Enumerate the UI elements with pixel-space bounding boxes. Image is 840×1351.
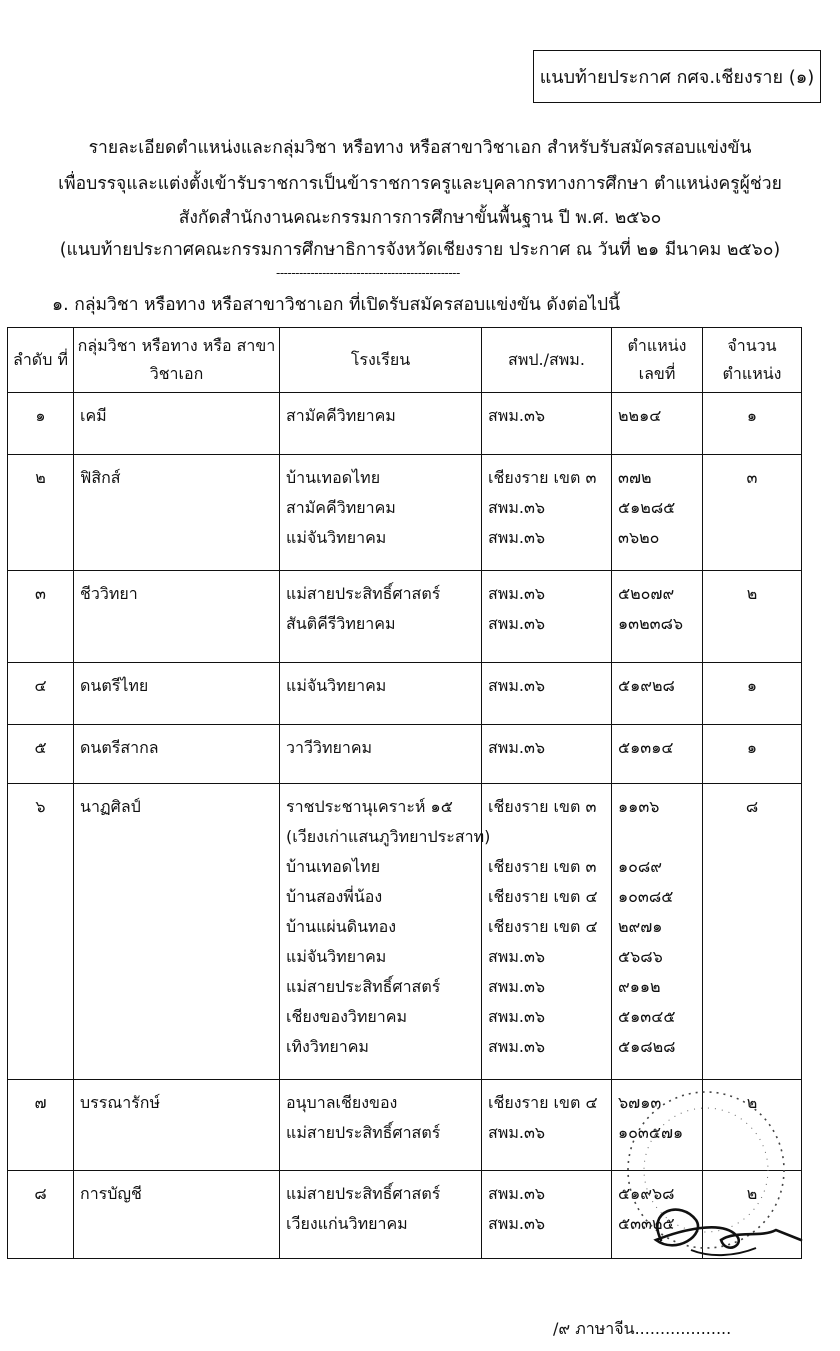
footer-continuation: /๙ ภาษาจีน................... [553,1319,732,1338]
position-number: ๕๑๓๑๔ [618,738,674,757]
row-index: ๘ [34,1184,47,1203]
area-office: สพม.๓๖ [488,947,546,966]
school-name: บ้านสองพี่น้อง [286,887,383,906]
cell-idx [8,725,74,784]
cell-school [280,571,482,663]
position-number: ๒๙๗๑ [618,917,663,936]
cell-idx [8,663,74,725]
school-name: สันติคีรีวิทยาคม [286,614,396,633]
cell-area [482,1080,612,1171]
school-name: แม่จันวิทยาคม [286,947,387,966]
cell-position-no [612,455,703,571]
annex-tag-box [533,50,821,103]
table-row [8,1080,802,1171]
cell-subject [74,1171,280,1259]
cell-idx [8,571,74,663]
cell-position-no [612,663,703,725]
area-office: สพม.๓๖ [488,406,546,425]
annex-tag-text: แนบท้ายประกาศ กศจ.เชียงราย (๑) [539,67,815,88]
area-office: สพม.๓๖ [488,498,546,517]
separator-line: ------------------------------------------------ [276,266,460,280]
position-count: ๒ [746,584,758,603]
position-count: ๓ [746,468,758,487]
position-number: ๕๖๘๖ [618,947,663,966]
position-number: ๑๑๓๖ [618,797,660,816]
cell-school [280,725,482,784]
area-office: สพม.๓๖ [488,1123,546,1142]
school-name: แม่สายประสิทธิ์ศาสตร์ [286,1184,441,1203]
header-subject [74,328,280,393]
position-number: ๕๓๓๒๕ [618,1214,675,1233]
position-number: ๕๑๙๖๘ [618,1184,675,1203]
position-count: ๑ [746,406,758,425]
cell-school [280,1080,482,1171]
position-number: ๕๑๙๒๘ [618,676,675,695]
position-count: ๘ [745,797,759,816]
school-name: บ้านเทอดไทย [286,468,381,487]
cell-school [280,455,482,571]
position-number [618,822,702,852]
header-count [703,328,802,393]
cell-position-no [612,1171,703,1259]
cell-position-no [612,1080,703,1171]
school-name: เทิงวิทยาคม [286,1037,369,1056]
position-number: ๓๖๒๐ [618,528,660,547]
position-number: ๕๑๓๔๕ [618,1007,676,1026]
position-number: ๑๐๓๕๗๑ [618,1123,684,1142]
school-name: แม่จันวิทยาคม [286,528,387,547]
subject-name: นาฏศิลป์ [80,797,141,816]
header-subject-label: กลุ่มวิชา หรือทาง หรือ สาขาวิชาเอก [77,336,276,383]
cell-count [703,393,802,455]
table-row [8,393,802,455]
heading-line-4: (แนบท้ายประกาศคณะกรรมการศึกษาธิการจังหวัดเชียงราย ประกาศ ณ วันที่ ๒๑ มีนาคม ๒๕๖๐) [59,240,781,260]
subject-name: ดนตรีสากล [80,738,159,757]
cell-idx [8,393,74,455]
cell-area [482,455,612,571]
row-index: ๕ [34,738,47,757]
cell-idx [8,784,74,1080]
area-office: สพม.๓๖ [488,676,546,695]
position-number: ๖๗๑๓ [618,1093,662,1112]
school-name: วาวีวิทยาคม [286,738,373,757]
cell-school [280,1171,482,1259]
school-name: สามัคคีวิทยาคม [286,498,396,517]
school-name: แม่จันวิทยาคม [286,676,387,695]
cell-subject [74,784,280,1080]
position-number: ๑๐๘๙ [618,857,662,876]
cell-count [703,784,802,1080]
table-header-row [8,328,802,393]
cell-subject [74,725,280,784]
area-office: สพม.๓๖ [488,977,546,996]
cell-area [482,1171,612,1259]
school-name: (เวียงเก่าแสนภูวิทยาประสาท) [286,827,491,846]
cell-count [703,455,802,571]
area-office: สพม.๓๖ [488,1184,546,1203]
area-office: เชียงราย เขต ๓ [488,857,597,876]
cell-area [482,393,612,455]
table-row [8,784,802,1080]
cell-area [482,784,612,1080]
table-row [8,725,802,784]
position-number: ๕๒๐๗๙ [618,584,675,603]
subject-name: ชีววิทยา [80,584,138,603]
cell-position-no [612,784,703,1080]
cell-idx [8,1171,74,1259]
position-count: ๑ [746,738,758,757]
row-index: ๔ [34,676,47,695]
school-name: แม่สายประสิทธิ์ศาสตร์ [286,977,441,996]
school-name: เวียงแก่นวิทยาคม [286,1214,408,1233]
header-count-label: จำนวน ตำแหน่ง [722,336,782,383]
area-office: สพม.๓๖ [488,1007,546,1026]
header-area-label: สพป./สพม. [508,350,585,369]
cell-count [703,1080,802,1171]
area-office: สพม.๓๖ [488,614,546,633]
header-school-label: โรงเรียน [350,350,411,369]
heading-line-2: เพื่อบรรจุและแต่งตั้งเข้ารับราชการเป็นข้าราชการครูและบุคลากรทางการศึกษา ตำแหน่งครูผู้ช่วย [58,174,782,194]
cell-area [482,571,612,663]
cell-position-no [612,725,703,784]
area-office: เชียงราย เขต ๓ [488,468,597,487]
table-row [8,663,802,725]
table-body [8,393,802,1259]
cell-area [482,663,612,725]
cell-school [280,393,482,455]
row-index: ๗ [34,1093,47,1112]
header-idx [8,328,74,393]
area-office: สพม.๓๖ [488,1214,546,1233]
header-school [280,328,482,393]
school-name: บ้านเทอดไทย [286,857,381,876]
school-name: บ้านแผ่นดินทอง [286,917,396,936]
school-name: ราชประชานุเคราะห์ ๑๕ [286,797,453,816]
school-name: สามัคคีวิทยาคม [286,406,396,425]
cell-position-no [612,571,703,663]
position-number: ๕๑๒๘๕ [618,498,676,517]
row-index: ๒ [35,468,46,487]
cell-school [280,663,482,725]
position-number: ๓๗๒ [618,468,652,487]
school-name: อนุบาลเชียงของ [286,1093,398,1112]
area-office: เชียงราย เขต ๔ [488,1093,598,1112]
header-area [482,328,612,393]
row-index: ๖ [35,797,46,816]
cell-school [280,784,491,1080]
cell-position-no [612,393,703,455]
cell-count [703,1171,802,1259]
subject-name: บรรณารักษ์ [80,1093,160,1112]
position-count: ๑ [746,676,758,695]
position-count: ๒ [746,1093,758,1112]
area-office: เชียงราย เขต ๔ [488,887,598,906]
school-name: แม่สายประสิทธิ์ศาสตร์ [286,584,441,603]
section-title: ๑. กลุ่มวิชา หรือทาง หรือสาขาวิชาเอก ที่เปิดรับสมัครสอบแข่งขัน ดังต่อไปนี้ [52,295,621,315]
school-name: เชียงของวิทยาคม [286,1007,408,1026]
cell-count [703,663,802,725]
area-office: สพม.๓๖ [488,1037,546,1056]
cell-count [703,725,802,784]
positions-table [7,327,802,1259]
area-office: สพม.๓๖ [488,584,546,603]
cell-count [703,571,802,663]
area-office: เชียงราย เขต ๔ [488,917,598,936]
area-office: สพม.๓๖ [488,738,546,757]
cell-subject [74,1080,280,1171]
heading-line-3: สังกัดสำนักงานคณะกรรมการการศึกษาขั้นพื้นฐาน ปี พ.ศ. ๒๕๖๐ [178,208,662,228]
cell-subject [74,455,280,571]
header-position-no-label: ตำแหน่ง เลขที่ [627,336,687,383]
position-number: ๑๐๓๘๕ [618,887,674,906]
table-row [8,455,802,571]
cell-subject [74,663,280,725]
position-number: ๕๑๘๒๘ [618,1037,676,1056]
header-idx-label: ลำดับ ที่ [13,350,68,369]
heading-line-1: รายละเอียดตำแหน่งและกลุ่มวิชา หรือทาง หรือสาขาวิชาเอก สำหรับรับสมัครสอบแข่งขัน [88,138,752,158]
cell-subject [74,393,280,455]
cell-idx [8,1080,74,1171]
area-office: สพม.๓๖ [488,528,546,547]
cell-subject [74,571,280,663]
subject-name: การบัญชี [80,1184,142,1203]
cell-idx [8,455,74,571]
position-number: ๒๒๑๔ [618,406,662,425]
school-name: แม่สายประสิทธิ์ศาสตร์ [286,1123,441,1142]
position-number: ๑๓๒๓๘๖ [618,614,684,633]
subject-name: ดนตรีไทย [80,676,149,695]
area-office [488,822,611,852]
area-office: เชียงราย เขต ๓ [488,797,597,816]
position-number: ๙๑๑๒ [618,977,661,996]
table-row [8,571,802,663]
subject-name: ฟิสิกส์ [80,468,121,487]
header-position-no [612,328,703,393]
table-row [8,1171,802,1259]
subject-name: เคมี [80,406,107,425]
row-index: ๓ [35,584,46,603]
row-index: ๑ [35,406,46,425]
cell-area [482,725,612,784]
position-count: ๒ [746,1184,758,1203]
